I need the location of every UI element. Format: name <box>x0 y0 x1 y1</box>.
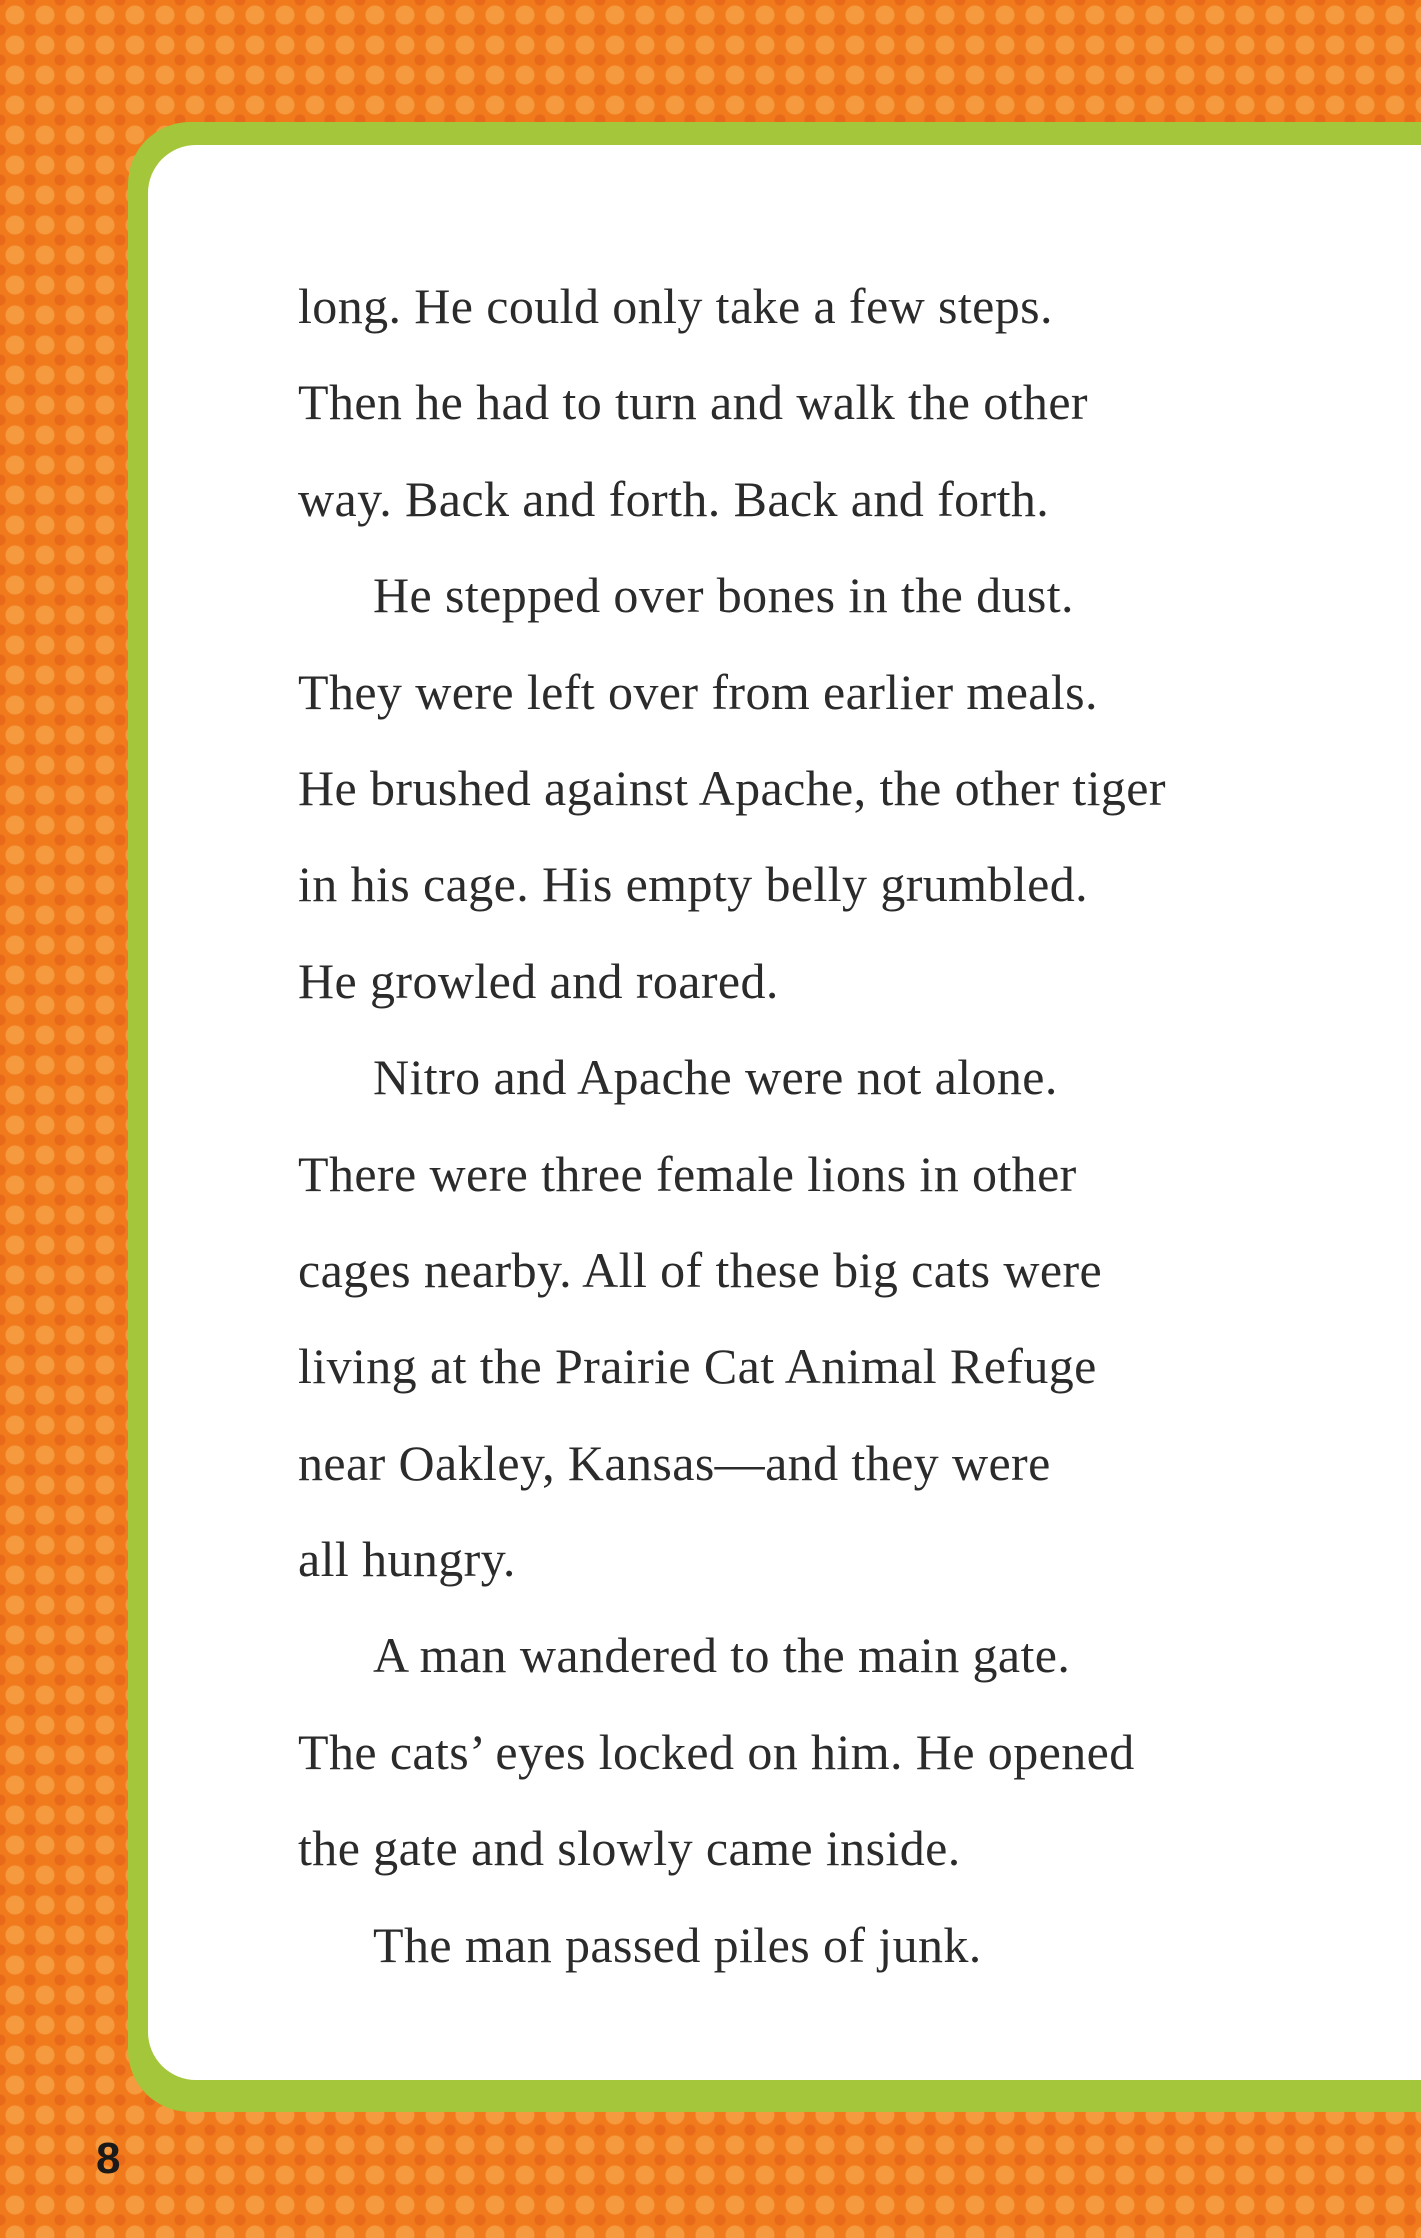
text-line: cages nearby. All of these big cats were <box>298 1241 1103 1298</box>
paragraph-first-line: Nitro and Apache were not alone. <box>373 1049 1058 1106</box>
text-line: They were left over from earlier meals. <box>298 663 1098 720</box>
text-line: There were three female lions in other <box>298 1145 1077 1202</box>
text-line: near Oakley, Kansas—and they were <box>298 1434 1051 1491</box>
text-line: long. He could only take a few steps. <box>298 278 1053 334</box>
text-line: all hungry. <box>298 1531 516 1588</box>
page-number: 8 <box>96 2134 121 2183</box>
text-line: in his cage. His empty belly grumbled. <box>298 856 1089 913</box>
text-line: He brushed against Apache, the other tiger <box>298 759 1166 816</box>
paragraph-first-line: He stepped over bones in the dust. <box>373 567 1074 624</box>
text-line: the gate and slowly came inside. <box>298 1820 961 1877</box>
text-line: way. Back and forth. Back and forth. <box>298 470 1050 527</box>
text-line: living at the Prairie Cat Animal Refuge <box>298 1338 1097 1395</box>
story-text <box>298 266 1338 2001</box>
paragraph-first-line: A man wandered to the main gate. <box>373 1627 1071 1684</box>
text-line: The cats’ eyes locked on him. He opened <box>298 1723 1135 1780</box>
text-line: He growled and roared. <box>298 952 779 1009</box>
paragraph-first-line: The man passed piles of junk. <box>373 1916 982 1973</box>
text-line: Then he had to turn and walk the other <box>298 374 1088 431</box>
